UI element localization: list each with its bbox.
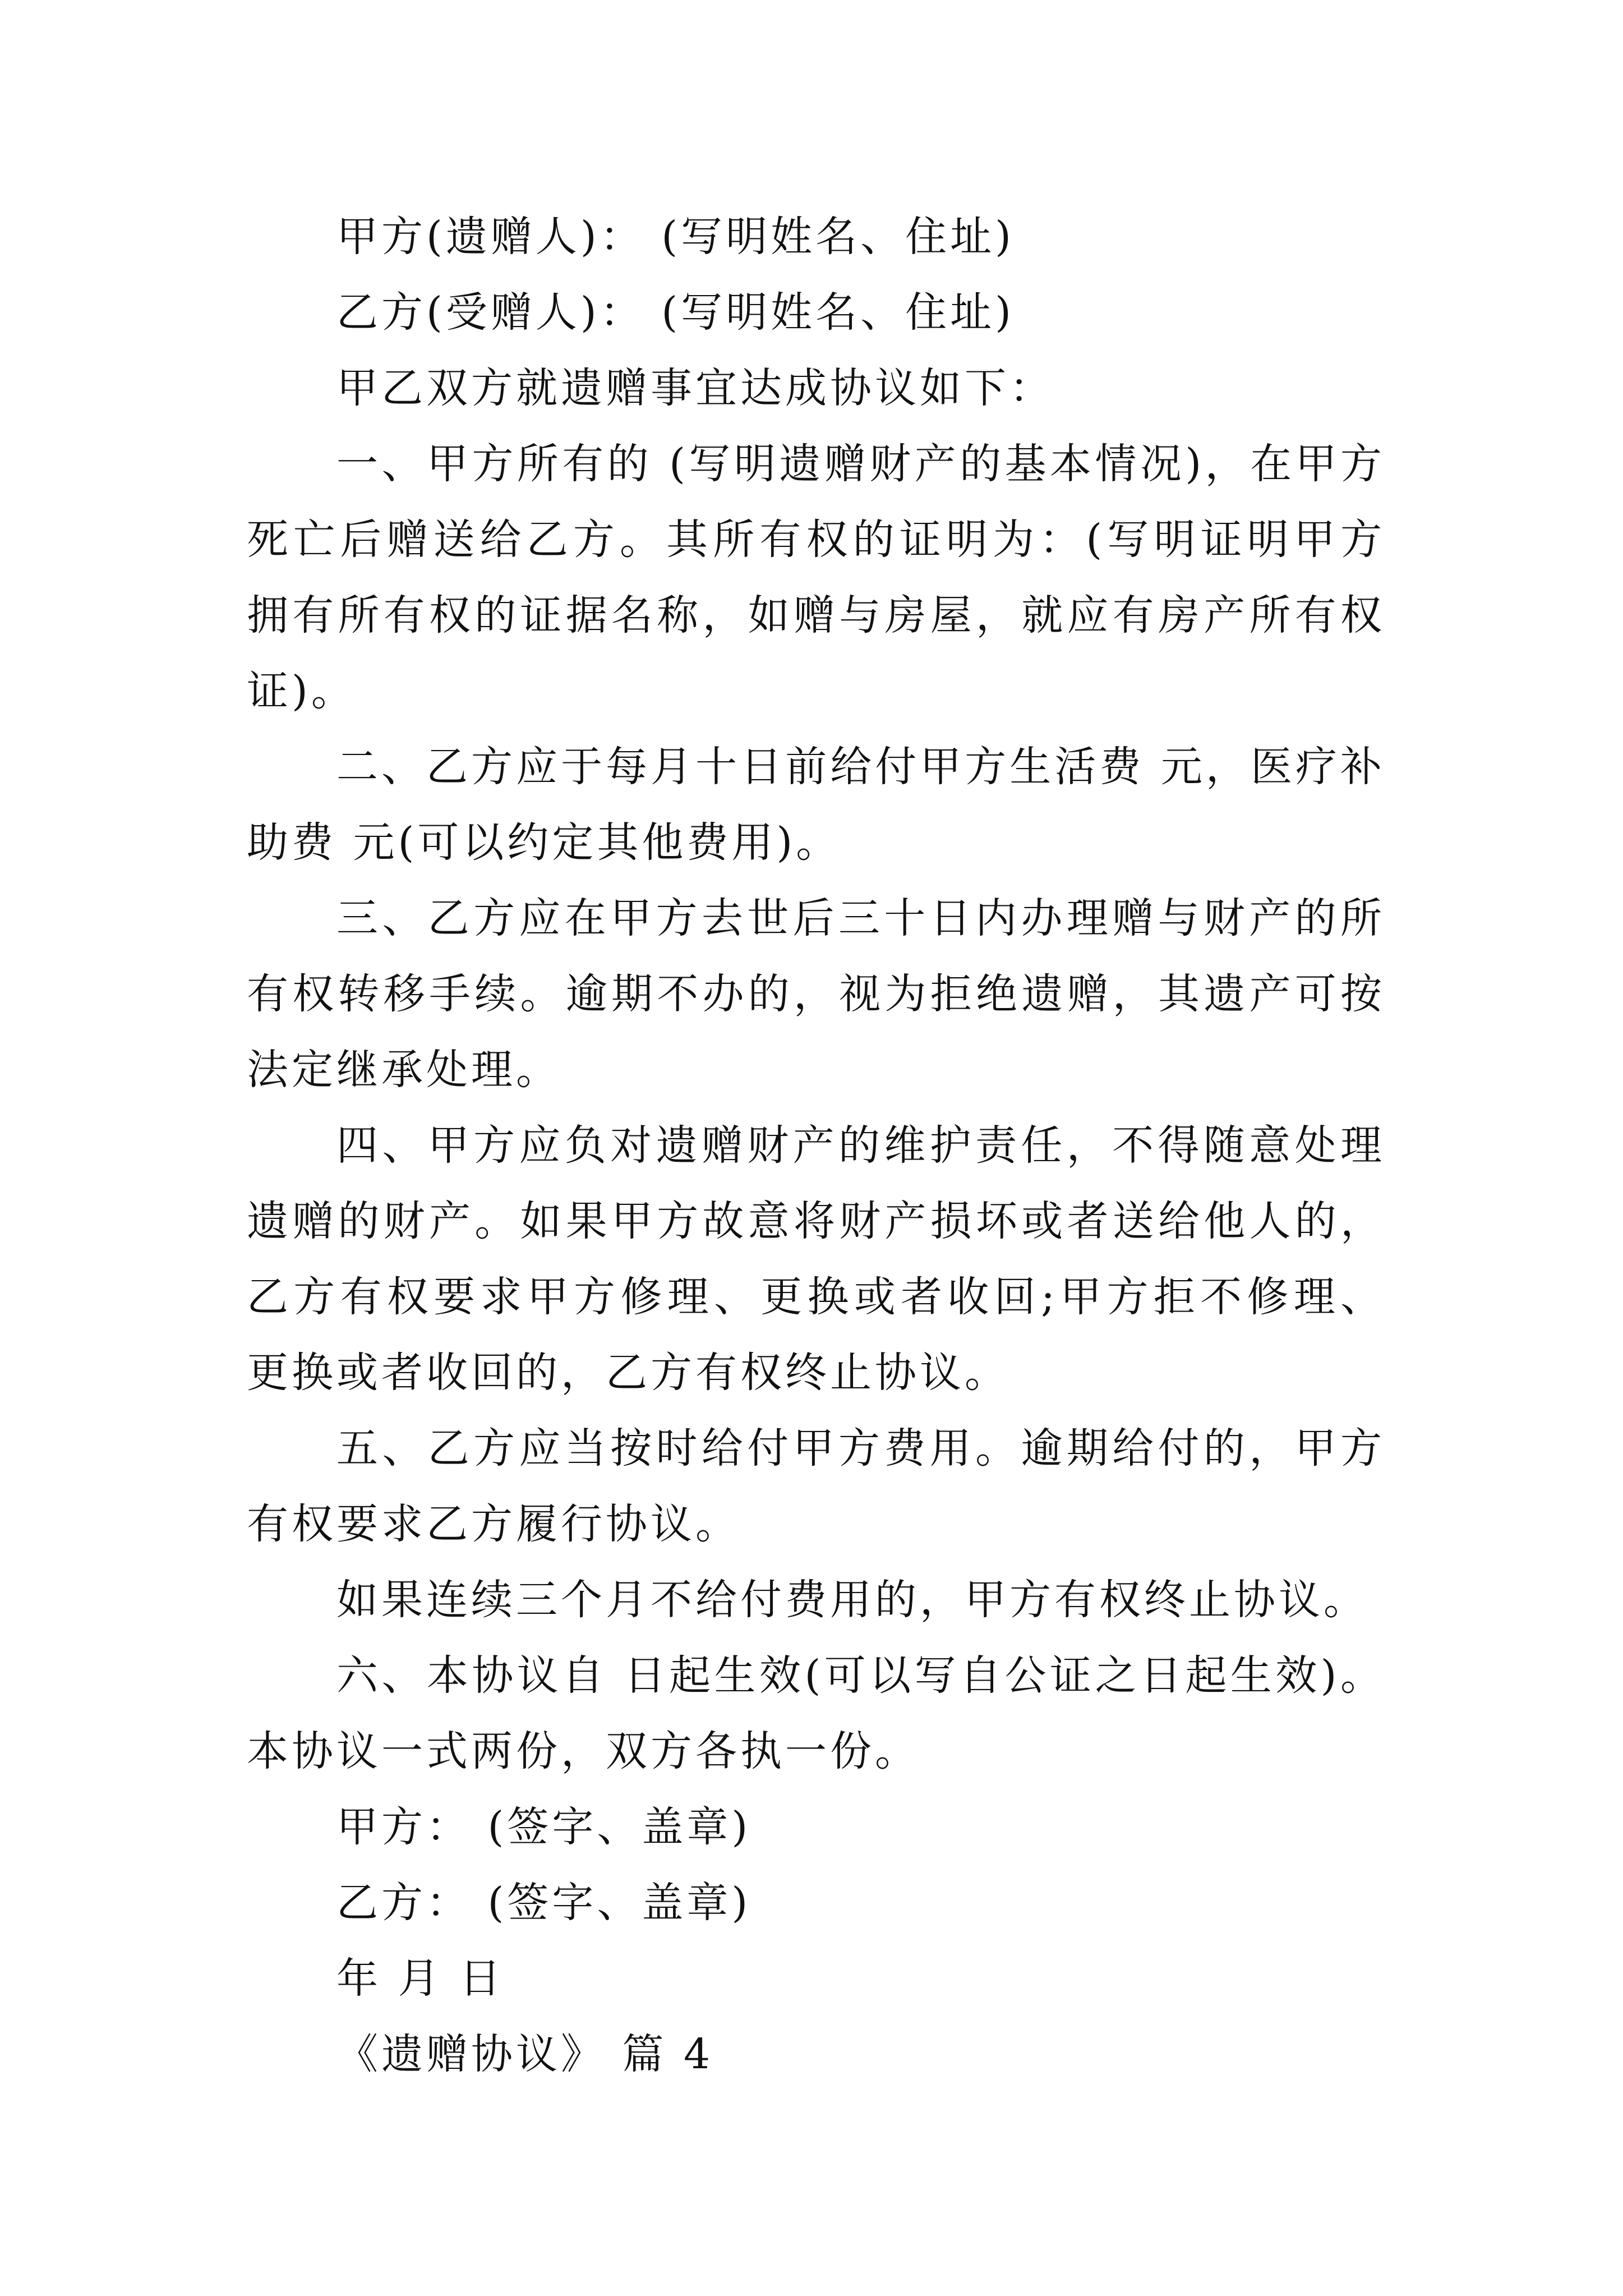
section-heading: 《遗赠协议》 篇 4	[336, 2030, 714, 2078]
date-line: 年 月 日	[336, 1954, 505, 2003]
clause-3: 三、乙方应在甲方去世后三十日内办理赠与财产的所有权转移手续。逾期不办的，视为拒绝遗赠，其遗产可按法定继承处理。	[247, 894, 1385, 1094]
agreement-intro: 甲乙双方就遗赠事宜达成协议如下：	[336, 364, 1054, 412]
clause-4: 四、甲方应负对遗赠财产的维护责任，不得随意处理遗赠的财产。如果甲方故意将财产损坏或者送给他人的，乙方有权要求甲方修理、更换或者收回;甲方拒不修理、更换或者收回的，乙方有权终止协议。	[247, 1121, 1385, 1397]
document-body	[247, 199, 1385, 2092]
clause-6: 六、本协议自 日起生效(可以写自公证之日起生效)。本协议一式两份，双方各执一份。	[247, 1651, 1385, 1775]
signature-party-b: 乙方： (签字、盖章)	[336, 1879, 751, 1927]
clause-1: 一、甲方所有的 (写明遗赠财产的基本情况)，在甲方死亡后赠送给乙方。其所有权的证明为：(写明证明甲方拥有所有权的证据名称，如赠与房屋，就应有房产所有权证)。	[247, 440, 1385, 715]
clause-2: 二、乙方应于每月十日前给付甲方生活费 元，医疗补助费 元(可以约定其他费用)。	[247, 743, 1385, 867]
clause-5-continued: 如果连续三个月不给付费用的，甲方有权终止协议。	[336, 1576, 1368, 1624]
party-b-line: 乙方(受赠人)： (写明姓名、住址)	[336, 288, 1015, 337]
clause-5: 五、乙方应当按时给付甲方费用。逾期给付的，甲方有权要求乙方履行协议。	[247, 1424, 1385, 1548]
signature-party-a: 甲方： (签字、盖章)	[336, 1803, 751, 1851]
party-a-line: 甲方(遗赠人)： (写明姓名、住址)	[336, 213, 1015, 261]
